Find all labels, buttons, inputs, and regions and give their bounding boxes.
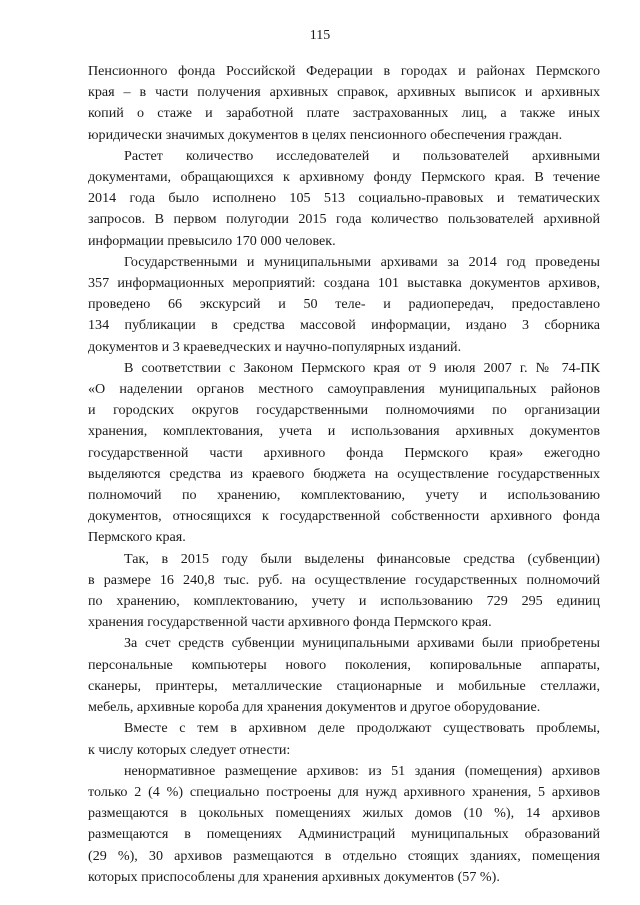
text-line: В соответствии с Законом Пермского края от 9 июля 2007 г. № 74-ПК bbox=[124, 359, 600, 376]
text-line: в размере 16 240,8 тыс. руб. на осуществление государственных полномочий bbox=[88, 571, 600, 588]
text-line: Пенсионного фонда Российской Федерации в городах и районах Пермского bbox=[88, 63, 600, 79]
text-line: хранения государственной части архивного фонда Пермского края. bbox=[88, 614, 492, 631]
paragraph bbox=[88, 718, 600, 760]
text-line: За счет средств субвенции муниципальными архивами были приобретены bbox=[124, 635, 600, 652]
text-line: информации превысило 170 000 человек. bbox=[88, 232, 336, 249]
text-line: выделяются средства из краевого бюджета на осуществление государственных bbox=[88, 465, 600, 482]
text-line: проведено 66 экскурсий и 50 теле- и радиопередач, предоставлено bbox=[88, 296, 600, 313]
text-line: 2014 года было исполнено 105 513 социально-правовых и тематических bbox=[88, 190, 600, 207]
text-line: копий о стаже и заработной плате застрахованных лиц, а также иных bbox=[88, 105, 600, 122]
text-line: документов и 3 краеведческих и научно-популярных изданий. bbox=[88, 338, 462, 355]
text-line: запросов. В первом полугодии 2015 года количество пользователей архивной bbox=[88, 211, 600, 228]
text-line: полномочий по хранению, комплектованию, учету и использованию bbox=[88, 487, 600, 504]
text-line: Пермского края. bbox=[88, 529, 186, 546]
page-number: 115 bbox=[309, 28, 331, 43]
text-line: государственной части архивного фонда Пермского края» ежегодно bbox=[88, 444, 600, 461]
text-line: хранения, комплектования, учета и использования архивных документов bbox=[88, 423, 600, 440]
text-line: 134 публикации в средства массовой информации, издано 3 сборника bbox=[88, 317, 600, 334]
paragraph bbox=[88, 252, 600, 358]
text-line: и городских округов государственными полномочиями по организации bbox=[88, 402, 600, 419]
text-line: (29 %), 30 архивов размещаются в отдельно стоящих зданиях, помещения bbox=[88, 847, 600, 864]
paragraph bbox=[88, 633, 600, 718]
text-line: размещаются в помещениях Администраций муниципальных образований bbox=[88, 826, 600, 843]
text-line: документов, относящихся к государственной собственности архивного фонда bbox=[88, 508, 600, 525]
text-line: ненормативное размещение архивов: из 51 здания (помещения) архивов bbox=[124, 762, 600, 779]
text-line: 357 информационных мероприятий: создана 101 выставка документов архивов, bbox=[88, 275, 600, 292]
text-line: к числу которых следует отнести: bbox=[88, 741, 291, 758]
text-line: Государственными и муниципальными архивами за 2014 год проведены bbox=[124, 253, 600, 270]
text-line: Так, в 2015 году были выделены финансовые средства (субвенции) bbox=[124, 550, 600, 567]
text-line: Растет количество исследователей и пользователей архивными bbox=[124, 147, 600, 164]
text-line: мебель, архивные короба для хранения документов и другое оборудование. bbox=[88, 699, 541, 716]
text-line: по хранению, комплектованию, учету и использованию 729 295 единиц bbox=[88, 593, 600, 610]
paragraph bbox=[88, 358, 600, 549]
text-line: только 2 (4 %) специально построены для нужд архивного хранения, 5 архивов bbox=[88, 783, 600, 800]
paragraph bbox=[88, 61, 600, 146]
text-line: юридически значимых документов в целях пенсионного обеспечения граждан. bbox=[88, 126, 563, 143]
paragraph bbox=[88, 549, 600, 634]
text-line: документами, обращающихся к архивному фонду Пермского края. В течение bbox=[88, 169, 600, 186]
text-line: Вместе с тем в архивном деле продолжают существовать проблемы, bbox=[124, 720, 600, 737]
paragraph bbox=[88, 146, 600, 252]
text-line: края – в части получения архивных справок, архивных выписок и архивных bbox=[88, 84, 600, 101]
body-text bbox=[88, 61, 600, 888]
paragraph bbox=[88, 761, 600, 888]
text-line: «О наделении органов местного самоуправления муниципальных районов bbox=[88, 381, 600, 398]
text-line: персональные компьютеры нового поколения, копировальные аппараты, bbox=[88, 656, 600, 673]
text-line: которых приспособлены для хранения архивных документов (57 %). bbox=[88, 868, 500, 885]
text-line: размещаются в цокольных помещениях жилых домов (10 %), 14 архивов bbox=[88, 805, 600, 822]
text-line: сканеры, принтеры, металлические стационарные и мобильные стеллажи, bbox=[88, 677, 600, 694]
